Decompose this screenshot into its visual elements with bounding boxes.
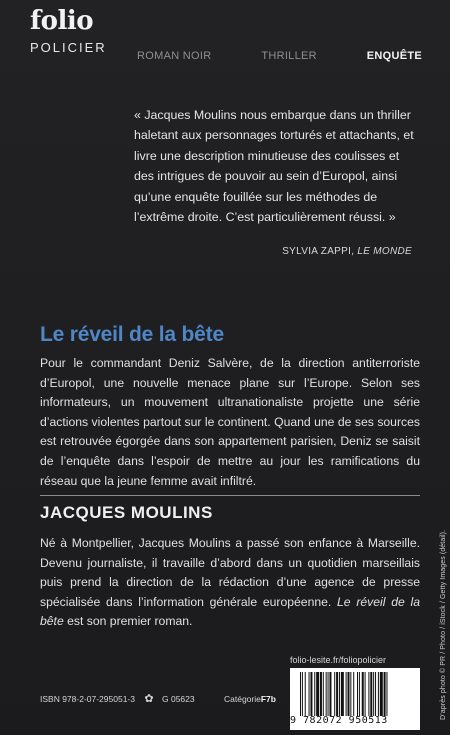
genre-enquete: ENQUÊTE (366, 50, 422, 62)
website-link[interactable]: folio-lesite.fr/foliopolicier (290, 655, 387, 665)
quote-text: « Jacques Moulins nous embarque dans un thriller haletant aux personnages torturés et attachants, et livre une description minutieuse des coulisses et des intrigues de pouvoir au sein d’Europol, ainsi qu’une enquête fouillée sur les méthodes de l’extrême droite. C’est particulièrement réussi. » (134, 108, 414, 225)
barcode (290, 668, 420, 730)
footer-info (40, 692, 276, 705)
flower-icon: ✿ (144, 693, 154, 705)
genre-thriller: THRILLER (261, 50, 317, 62)
summary-text: Pour le commandant Deniz Salvère, de la direction antiterroriste d’Europol, une nouvelle menace plane sur l’Europe. Selon ses informateurs, un mouvement ultranationaliste projette une série d’actions violentes partout sur le continent. Quand une de ses sources est retrouvée égorgée dans son appartement parisien, Deniz se saisit de l’enquête dans l’espoir de mettre au jour les ramifications du réseau que la jeune femme avait infiltré. (40, 356, 420, 488)
category (224, 694, 276, 704)
press-quote (134, 105, 419, 227)
quote-source (282, 246, 412, 257)
publisher-logo (30, 8, 120, 55)
book-title: Le réveil de la bête (40, 323, 224, 346)
genre-roman-noir: ROMAN NOIR (137, 50, 212, 62)
logo-policier: POLICIER (30, 40, 107, 55)
photo-credits: D’après photo © PR / Photo / iStock / Getty Images (détail). (440, 529, 447, 720)
category-label: Catégorie (224, 693, 261, 704)
bio-end: est son premier roman. (63, 614, 193, 629)
g-code: G 05623 (162, 693, 195, 704)
bio-book-title: Le réveil de la bête (40, 594, 420, 629)
quote-author: SYLVIA ZAPPI, (282, 246, 358, 257)
divider (40, 495, 420, 496)
book-summary (40, 354, 420, 491)
barcode-bars-icon (300, 672, 416, 716)
quote-publication: LE MONDE (357, 246, 412, 257)
author-bio (40, 534, 420, 632)
author-name: JACQUES MOULINS (40, 503, 213, 522)
genre-bar (137, 50, 422, 62)
isbn: ISBN 978-2-07-295051-3 (40, 693, 135, 704)
category-value: F7b (260, 693, 276, 704)
barcode-digits: 9 782072 950513 (290, 715, 388, 726)
bio-text: Né à Montpellier, Jacques Moulins a passé son enfance à Marseille. Devenu journaliste, il travaille d’abord dans un quotidien marseillais puis prend la direction de la rédaction d’une agence de presse spécialisée dans l’information générale européenne. (40, 536, 420, 609)
logo-folio: folio (30, 6, 94, 36)
